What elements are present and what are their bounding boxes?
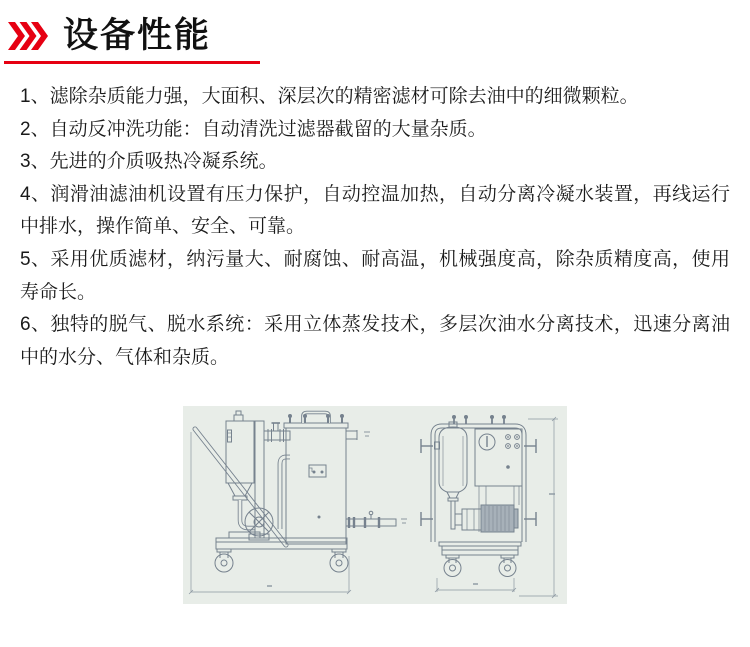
feature-list [20, 81, 730, 374]
title-underline [4, 61, 260, 64]
feature-item-4: 4、润滑油滤油机设置有压力保护，自动控温加热，自动分离冷凝水装置，再线运行中排水，操作简单、安全、可靠。 [20, 183, 730, 238]
feature-item-6: 6、独特的脱气、脱水系统：采用立体蒸发技术，多层次油水分离技术，迅速分离油中的水分、气体和杂质。 [20, 314, 730, 368]
technical-drawing [183, 406, 567, 604]
feature-item-1: 1、滤除杂质能力强，大面积、深层次的精密滤材可除去油中的细微颗粒。 [20, 86, 639, 107]
page-title: 设备性能 [63, 16, 212, 55]
feature-item-2: 2、自动反冲洗功能：自动清洗过滤器截留的大量杂质。 [20, 118, 487, 140]
feature-item-3: 3、先进的介质吸热冷凝系统。 [20, 151, 278, 173]
oil-purifier-drawing [183, 406, 567, 604]
feature-item-5: 5、采用优质滤材，纳污量大、耐腐蚀、耐高温，机械强度高，除杂质精度高，使用寿命长。 [20, 248, 730, 303]
triple-chevron-right-icon [8, 22, 48, 50]
side-view [189, 411, 407, 594]
page-header [0, 0, 750, 64]
front-view [421, 415, 558, 598]
